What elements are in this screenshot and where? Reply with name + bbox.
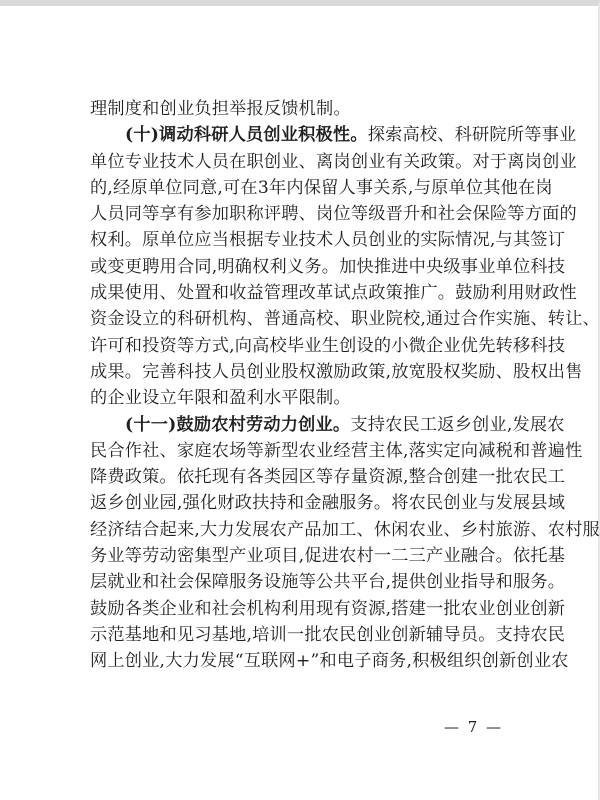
text-line: 降费政策。依托现有各类园区等存量资源,整合创建一批农民工 [90, 467, 566, 488]
section-heading: (十一)鼓励农村劳动力创业。 [125, 414, 351, 435]
section-heading: (十)调动科研人员创业积极性。 [125, 125, 368, 146]
text-line: 返乡创业园,强化财政扶持和金融服务。将农民创业与发展县域 [90, 493, 566, 514]
text-line: 单位专业技术人员在职创业、离岗创业有关政策。对于离岗创业 [90, 151, 577, 172]
text-line: 民合作社、家庭农场等新型农业经营主体,落实定向减税和普遍性 [90, 440, 583, 461]
text-line: 或变更聘用合同,明确权利义务。加快推进中央级事业单位科技 [90, 256, 566, 277]
text-line: 层就业和社会保障服务设施等公共平台,提供创业指导和服务。 [90, 572, 566, 593]
section-first-line [90, 122, 577, 148]
text-line: 人员同等享有参加职称评聘、岗位等级晋升和社会保险等方面的 [90, 204, 577, 225]
text-line: 权利。原单位应当根据专业技术人员创业的实际情况,与其签订 [90, 230, 566, 251]
text-line: 的,经原单位同意,可在3年内保留人事关系,与原单位其他在岗 [90, 177, 553, 198]
text-line: 经济结合起来,大力发展农产品加工、休闲农业、乡村旅游、农村服 [90, 519, 600, 540]
section-first-line-text: 探索高校、科研院所等事业 [367, 125, 577, 146]
text-line: 许可和投资等方式,向高校毕业生创设的小微企业优先转移科技 [90, 335, 566, 356]
text-line: 成果使用、处置和收益管理改革试点政策推广。鼓励利用财政性 [90, 283, 577, 304]
text-line: 的企业设立年限和盈利水平限制。 [90, 388, 351, 409]
document-body [90, 96, 600, 675]
text-line: 务业等劳动密集型产业项目,促进农村一二三产业融合。依托基 [90, 546, 566, 567]
text-line: 资金设立的科研机构、普通高校、职业院校,通过合作实施、转让、 [90, 309, 600, 330]
page-number: — 7 — [444, 718, 504, 736]
section-first-line [90, 412, 565, 438]
text-line: 成果。完善科技人员创业股权激励政策,放宽股权奖励、股权出售 [90, 361, 583, 382]
text-line: 网上创业,大力发展“互联网+”和电子商务,积极组织创新创业农 [90, 651, 569, 672]
text-line: 理制度和创业负担举报反馈机制。 [90, 99, 351, 119]
section-first-line-text: 支持农民工返乡创业,发展农 [350, 414, 565, 435]
text-line: 示范基地和见习基地,培训一批农民创业创新辅导员。支持农民 [90, 624, 566, 645]
text-line: 鼓励各类企业和社会机构利用现有资源,搭建一批农业创业创新 [90, 598, 566, 619]
